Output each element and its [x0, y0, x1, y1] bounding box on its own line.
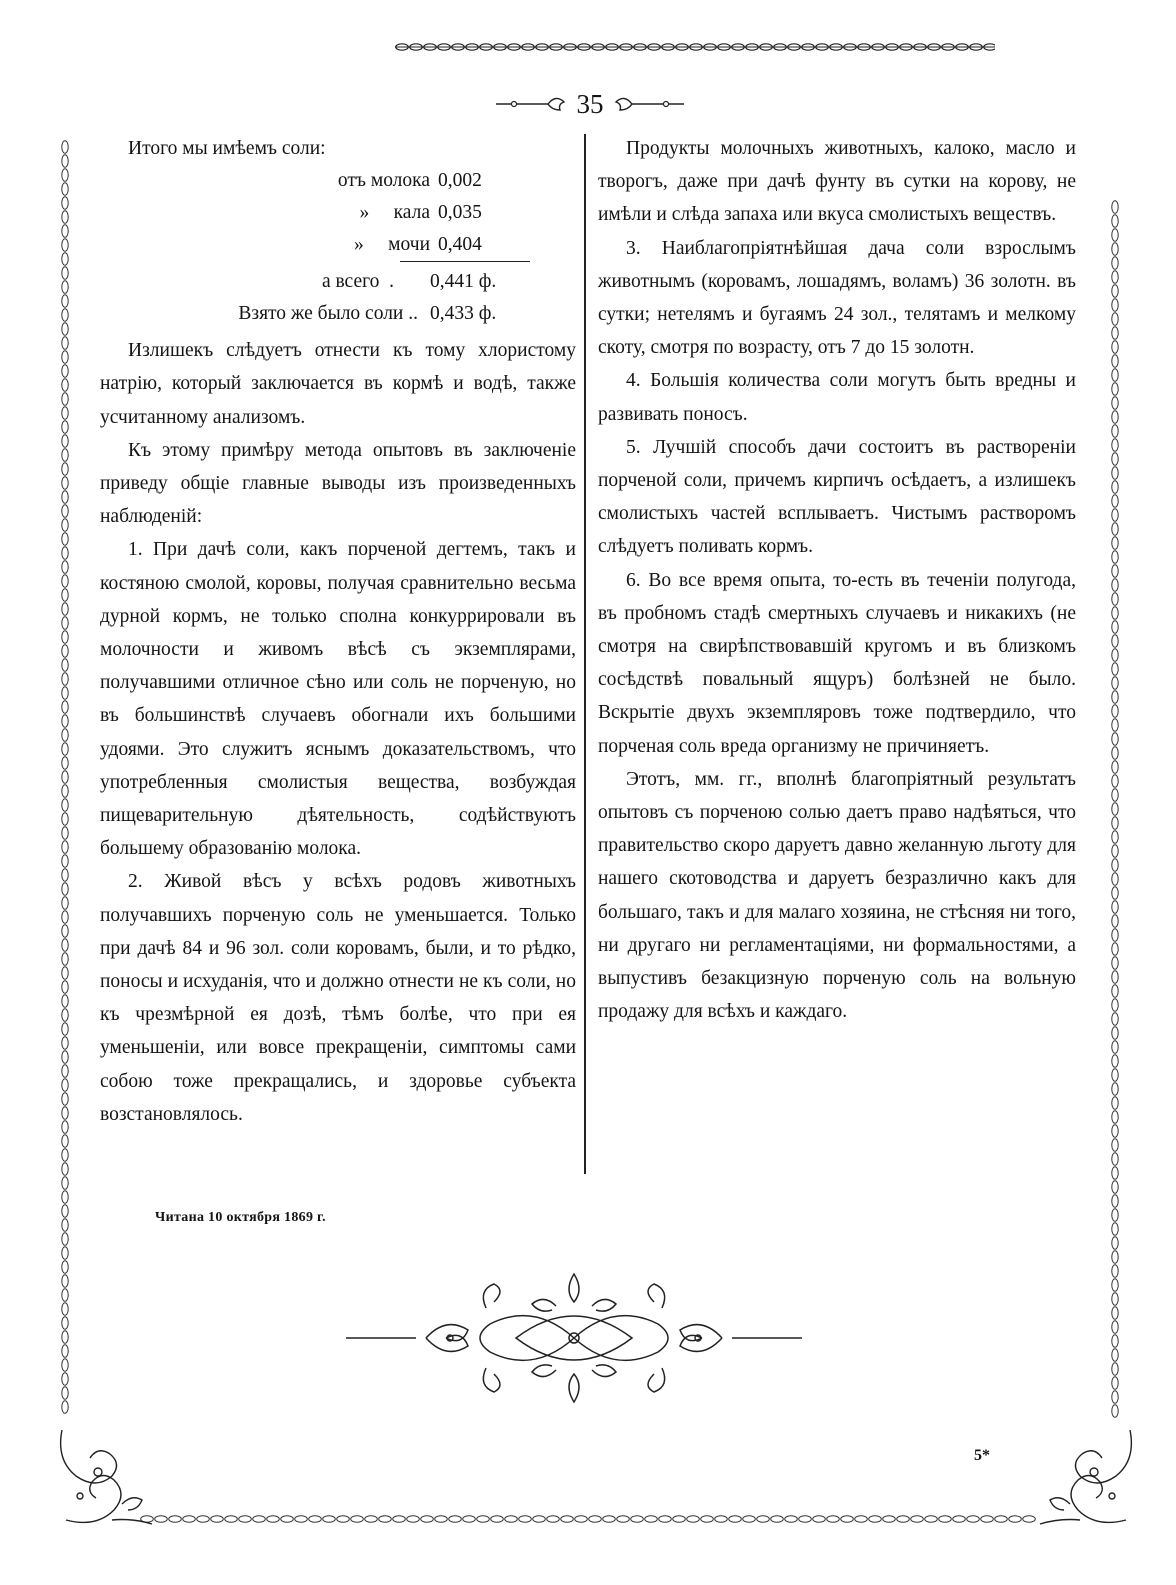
salt-row-label: отъ молока	[337, 170, 430, 192]
column-divider	[584, 134, 586, 1174]
paragraph: 5. Лучшій способъ дачи состоитъ въ раствореніи порченой соли, причемъ кирпичъ осѣдаетъ, а излишекъ смолистыхъ частей всплываетъ. Чистымъ растворомъ слѣдуетъ поливать кормъ.	[598, 436, 1076, 558]
paragraph: Этотъ, мм. гг., вполнѣ благопріятный результатъ опытовъ съ порченою солью даетъ право надѣяться, что правительство скоро даруетъ давно желанную льготу для нашего скотоводства и даруетъ безразлично какъ для большаго, такъ и для малаго хозяина, не стѣсняя ни того, ни другаго ни регламентаціями, ни формальностями, а выпустивъ безакцизную порченую соль на вольную продажу для всѣхъ и каждаго.	[598, 768, 1076, 1023]
right-column	[598, 132, 1076, 1028]
printer-signature-mark: 5*	[974, 1447, 990, 1464]
bottom-right-corner-ornament	[1030, 1420, 1140, 1530]
salt-row	[100, 229, 576, 261]
bottom-border-ornament	[140, 1512, 1040, 1526]
paragraph: 3. Наиблагопріятнѣйшая дача соли взрослымъ животнымъ (коровамъ, лошадямъ, воламъ) 36 золотн. въ сутки; нетелямъ и бугаямъ 24 зол., телятамъ и мелкому скоту, смотря по возрасту, отъ 7 до 15 золотн.	[598, 237, 1076, 359]
read-date-note: Читана 10 октября 1869 г.	[155, 1210, 326, 1225]
paragraph: Излишекъ слѣдуетъ отнести къ тому хлористому натрію, который заключается въ кормѣ и водѣ, также усчитанному анализомъ.	[100, 340, 576, 428]
salt-taken-label: Взято же было соли ..	[238, 303, 418, 325]
salt-total-value: 0,441 ф.	[430, 271, 497, 293]
salt-total-label: а всего .	[321, 271, 394, 293]
salt-row-value: 0,404	[438, 234, 482, 256]
page-number: 35	[576, 89, 604, 119]
salt-row-label: » кала	[359, 202, 430, 224]
salt-total-row	[100, 266, 576, 298]
salt-row-value: 0,035	[438, 202, 482, 224]
paragraph: 6. Во все время опыта, то-есть въ теченіи полугода, въ пробномъ стадѣ смертныхъ случаевъ и никакихъ (не смотря на свирѣпствовавшій кругомъ и въ близкомъ сосѣдствѣ повальный ящуръ) болѣзней не было. Вскрытіе двухъ экземпляровъ тоже подтвердило, что порченая соль вреда организму не причиняетъ.	[598, 569, 1076, 757]
salt-taken-value: 0,433 ф.	[430, 303, 497, 325]
paragraph: 1. При дачѣ соли, какъ порченой дегтемъ, такъ и костяною смолой, коровы, получая сравнительно весьма дурной кормъ, не только сполна конкуррировали въ молочности и живомъ вѣсѣ съ экземплярами, получавшими отличное сѣно или соль не порченую, но въ большинствѣ случаевъ обогнали ихъ большими удоями. Это служитъ яснымъ доказательствомъ, что употребленныя смолистыя вещества, возбуждая пищеварительную дѣятельность, содѣйствуютъ большему образованію молока.	[100, 539, 576, 860]
paragraph: 2. Живой вѣсъ у всѣхъ родовъ животныхъ получавшихъ порченую соль не уменьшается. Только при дачѣ 84 и 96 зол. соли коровамъ, были, и то рѣдко, поносы и исхуданія, что и должно отнести не къ соли, но къ чрезмѣрной ея дозѣ, тѣмъ болѣе, что при ея уменьшеніи, или вовсе прекращеніи, симптомы сами собою тоже прекращались, и здоровье субъекта возстановлялось.	[100, 871, 576, 1125]
left-column	[100, 132, 576, 1131]
salt-row-value: 0,002	[438, 170, 482, 192]
salt-row	[100, 197, 576, 229]
paragraph: Къ этому примѣру метода опытовъ въ заключеніе приведу общіе главные выводы изъ произведенныхъ наблюденій:	[100, 439, 576, 528]
salt-row-label: » мочи	[354, 234, 430, 256]
top-ornament-rule	[395, 40, 995, 54]
right-border-ornament	[1108, 200, 1122, 1420]
end-vignette-ornament	[346, 1268, 802, 1408]
salt-row	[100, 165, 576, 197]
paragraph: Продукты молочныхъ животныхъ, калоко, масло и творогъ, даже при дачѣ фунту въ сутки на корову, не имѣли и слѣда запаха или вкуса смолистыхъ веществъ.	[598, 138, 1076, 226]
salt-table-intro: Итого мы имѣемъ соли:	[128, 138, 326, 159]
salt-table	[100, 165, 576, 330]
salt-taken-row	[100, 298, 576, 330]
page-header	[490, 86, 690, 122]
paragraph: 4. Большія количества соли могутъ быть вредны и развивать поносъ.	[598, 370, 1076, 425]
bottom-left-corner-ornament	[52, 1420, 162, 1530]
left-border-ornament	[58, 140, 72, 1420]
